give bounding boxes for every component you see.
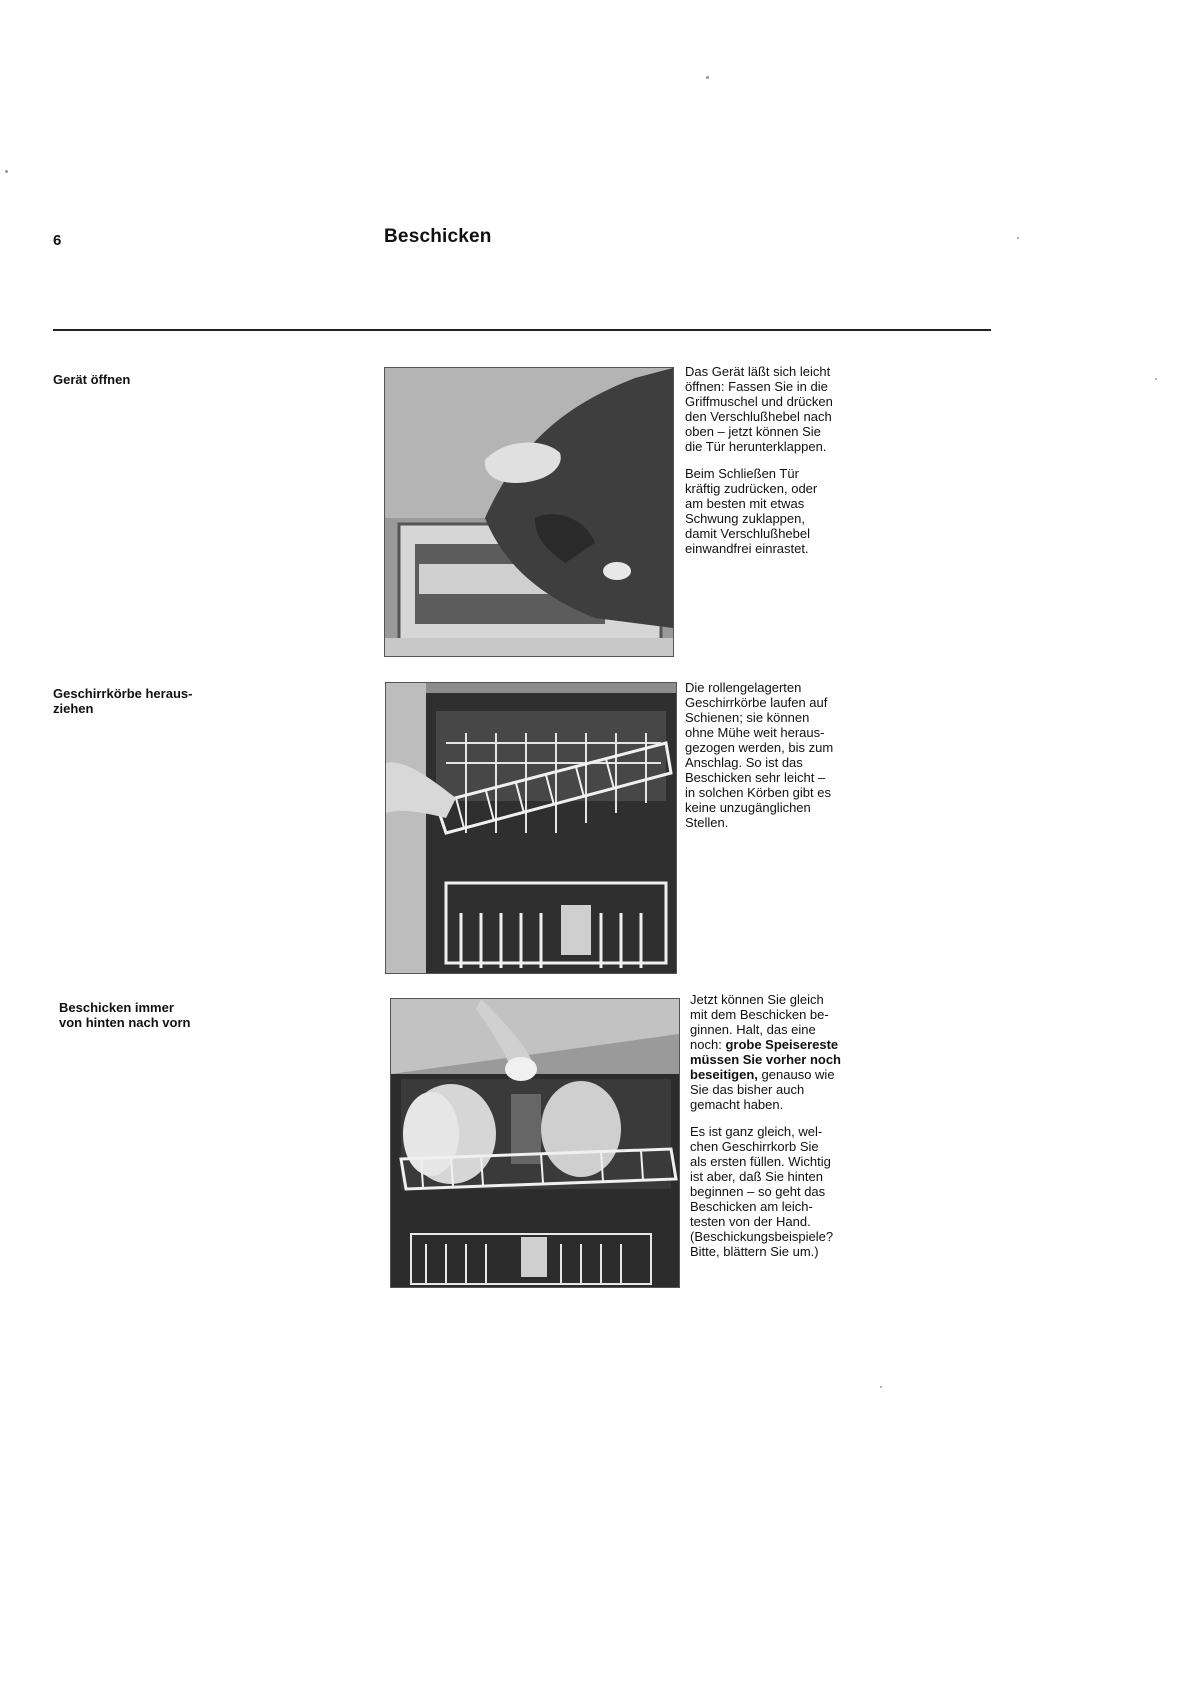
section-text-pull-racks <box>685 680 870 842</box>
photo-loading-dishes <box>390 998 680 1288</box>
label-line: Beschicken immer <box>59 1000 174 1015</box>
photo-opening-door <box>384 367 674 657</box>
text-line: die Tür herunterklappen. <box>685 439 827 454</box>
text-line: Schwung zuklappen, <box>685 511 805 526</box>
text-line: kräftig zudrücken, oder <box>685 481 818 496</box>
paragraph <box>685 364 870 454</box>
text-line: keine unzugänglichen <box>685 800 811 815</box>
text-line: Sie das bisher auch <box>690 1082 805 1097</box>
hand-opening-door-icon <box>385 368 673 656</box>
text-line: Die rollengelagerten <box>685 680 802 695</box>
label-line: von hinten nach vorn <box>59 1015 191 1030</box>
page-title: Beschicken <box>384 226 492 247</box>
hand-pulling-rack-icon <box>386 683 676 973</box>
section-label-open-device <box>53 372 130 387</box>
text-line: Beschicken am leich- <box>690 1199 813 1214</box>
paragraph <box>685 680 870 830</box>
text-line: Es ist ganz gleich, wel- <box>690 1124 823 1139</box>
text-line: Schienen; sie können <box>685 710 810 725</box>
text-line: Beschicken sehr leicht – <box>685 770 826 785</box>
text-line: Stellen. <box>685 815 729 830</box>
text-line: Das Gerät läßt sich leicht <box>685 364 831 379</box>
text-line: als ersten füllen. Wichtig <box>690 1154 831 1169</box>
text-line: Geschirrkörbe laufen auf <box>685 695 828 710</box>
section-label-pull-racks <box>53 686 192 716</box>
bold-warning-text: grobe Speisereste <box>725 1037 839 1052</box>
text-line: Anschlag. So ist das <box>685 755 803 770</box>
text-line: oben – jetzt können Sie <box>685 424 821 439</box>
text-line: Griffmuschel und drücken <box>685 394 833 409</box>
text-line: damit Verschlußhebel <box>685 526 811 541</box>
text-fragment: genauso wie <box>761 1067 835 1082</box>
text-line: Bitte, blättern Sie um.) <box>690 1244 819 1259</box>
text-line: ohne Mühe weit heraus- <box>685 725 825 740</box>
page-number: 6 <box>53 232 62 249</box>
label-line: Gerät öffnen <box>53 372 131 387</box>
text-line: einwandfrei einrastet. <box>685 541 809 556</box>
text-line: ginnen. Halt, das eine <box>690 1022 816 1037</box>
section-text-open-device <box>685 364 870 568</box>
text-line: mit dem Beschicken be- <box>690 1007 829 1022</box>
label-line: ziehen <box>53 701 94 716</box>
text-fragment: noch: <box>690 1037 722 1052</box>
scan-speck <box>880 1386 882 1388</box>
text-line: (Beschickungsbeispiele? <box>690 1229 834 1244</box>
hand-loading-glass-icon <box>391 999 679 1287</box>
header-rule <box>53 329 991 331</box>
paragraph <box>690 1124 875 1259</box>
paragraph <box>685 466 870 556</box>
text-line: gezogen werden, bis zum <box>685 740 834 755</box>
text-line: am besten mit etwas <box>685 496 805 511</box>
text-line: Jetzt können Sie gleich <box>690 992 824 1007</box>
text-line: gemacht haben. <box>690 1097 784 1112</box>
paragraph <box>690 992 875 1112</box>
text-line: öffnen: Fassen Sie in die <box>685 379 828 394</box>
text-line <box>690 1037 875 1052</box>
text-line: testen von der Hand. <box>690 1214 811 1229</box>
scan-speck <box>706 76 709 79</box>
section-text-load-back-to-front <box>690 992 875 1271</box>
bold-warning-text: müssen Sie vorher noch <box>690 1052 841 1067</box>
bold-warning-text: beseitigen, <box>690 1067 758 1082</box>
text-line: den Verschlußhebel nach <box>685 409 832 424</box>
scan-speck <box>1017 237 1019 239</box>
text-line: ist aber, daß Sie hinten <box>690 1169 823 1184</box>
text-line: Beim Schließen Tür <box>685 466 799 481</box>
scan-speck <box>1155 378 1157 380</box>
photo-pulling-racks <box>385 682 677 974</box>
text-line: in solchen Körben gibt es <box>685 785 831 800</box>
label-line: Geschirrkörbe heraus- <box>53 686 193 701</box>
text-line: beginnen – so geht das <box>690 1184 826 1199</box>
scan-speck <box>5 170 8 173</box>
section-label-load-back-to-front <box>59 1000 190 1030</box>
text-line: chen Geschirrkorb Sie <box>690 1139 819 1154</box>
text-line <box>690 1067 875 1082</box>
